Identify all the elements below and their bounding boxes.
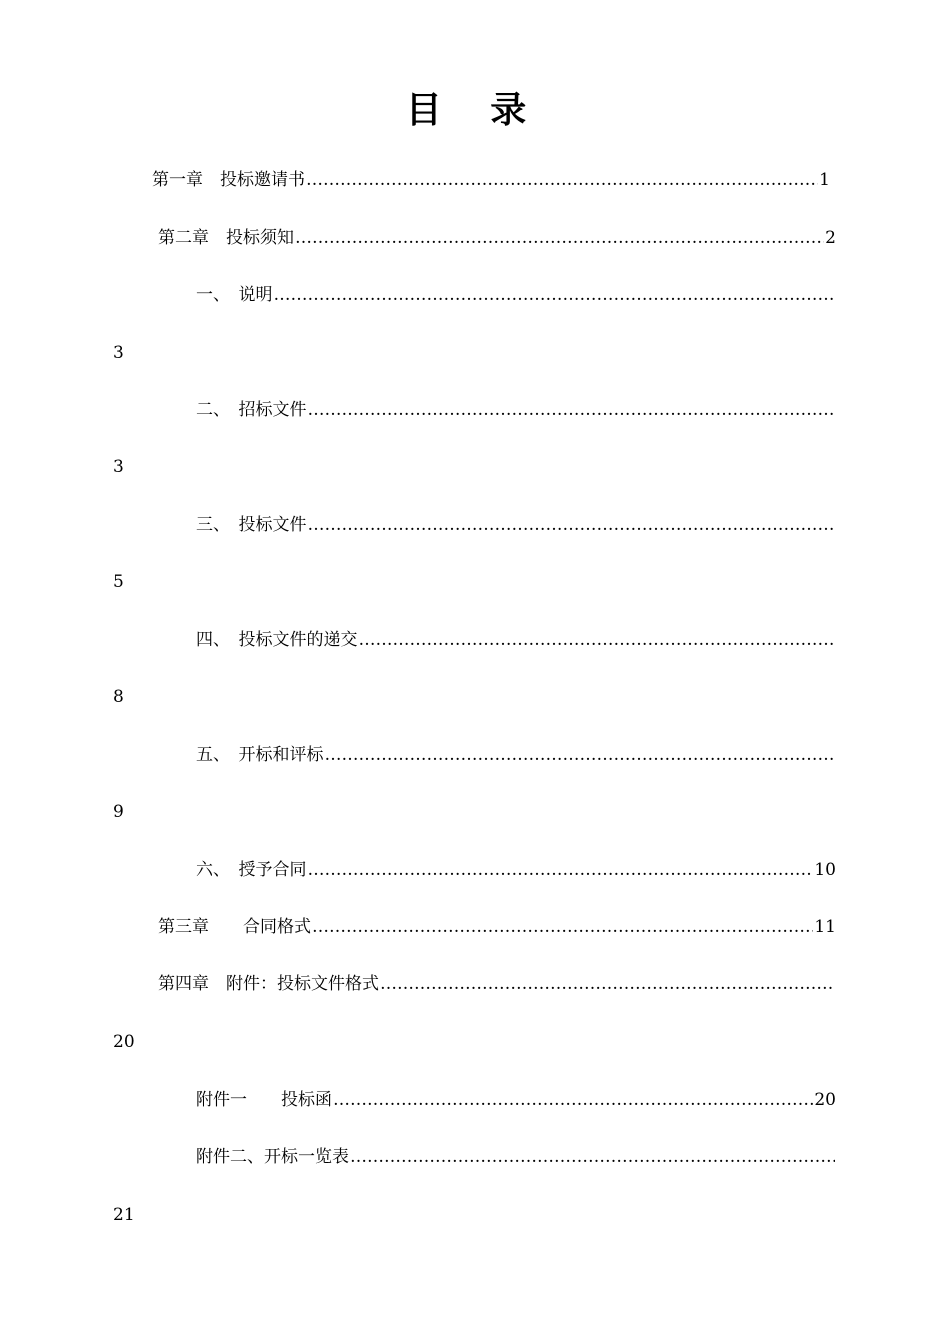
dot-leader bbox=[380, 972, 835, 996]
toc-entry-label: 一、 说明 bbox=[196, 285, 273, 305]
dot-leader bbox=[295, 226, 824, 250]
toc-entry-section-2[interactable] bbox=[196, 398, 836, 422]
dot-leader bbox=[274, 283, 836, 307]
toc-entry-label: 二、 招标文件 bbox=[196, 400, 307, 420]
toc-entry-label: 三、 投标文件 bbox=[196, 515, 307, 535]
dot-leader bbox=[333, 1088, 813, 1112]
toc-entry-label: 附件一 投标函 bbox=[196, 1090, 332, 1110]
toc-entry-section-1[interactable] bbox=[196, 283, 836, 307]
toc-entry-label: 第二章 投标须知 bbox=[158, 228, 294, 248]
toc-entry-chapter-1[interactable] bbox=[152, 168, 830, 192]
toc-entry-label: 六、 授予合同 bbox=[196, 860, 307, 880]
dot-leader bbox=[312, 915, 813, 939]
toc-entry-appendix-2[interactable] bbox=[196, 1145, 836, 1169]
toc-entry-page: 1 bbox=[819, 170, 830, 190]
dot-leader bbox=[306, 168, 818, 192]
toc-entry-section-5[interactable] bbox=[196, 743, 836, 767]
toc-entry-label: 附件二、开标一览表 bbox=[196, 1147, 349, 1167]
dot-leader bbox=[308, 513, 836, 537]
toc-entry-section-3[interactable] bbox=[196, 513, 836, 537]
toc-entry-appendix-1[interactable] bbox=[196, 1088, 836, 1112]
toc-entry-page-wrapped: 3 bbox=[113, 343, 124, 363]
dot-leader bbox=[359, 628, 836, 652]
toc-entry-label: 五、 开标和评标 bbox=[196, 745, 324, 765]
toc-entry-page-wrapped: 5 bbox=[113, 572, 124, 592]
toc-entry-label: 四、 投标文件的递交 bbox=[196, 630, 358, 650]
dot-leader bbox=[308, 398, 836, 422]
toc-entry-page: 10 bbox=[814, 860, 836, 880]
toc-entry-page: 11 bbox=[814, 917, 836, 937]
toc-entry-page-wrapped: 8 bbox=[113, 687, 124, 707]
toc-entry-label: 第一章 投标邀请书 bbox=[152, 170, 305, 190]
toc-entry-section-4[interactable] bbox=[196, 628, 836, 652]
toc-entry-chapter-2[interactable] bbox=[158, 226, 836, 250]
toc-entry-label: 第三章 合同格式 bbox=[158, 917, 311, 937]
toc-entry-chapter-4[interactable] bbox=[158, 972, 836, 996]
dot-leader bbox=[325, 743, 836, 767]
toc-entry-label: 第四章 附件：投标文件格式 bbox=[158, 974, 379, 994]
toc-entry-page-wrapped: 20 bbox=[113, 1032, 135, 1052]
toc-entry-section-6[interactable] bbox=[196, 858, 836, 882]
toc-entry-page-wrapped: 9 bbox=[113, 802, 124, 822]
dot-leader bbox=[350, 1145, 835, 1169]
dot-leader bbox=[308, 858, 814, 882]
toc-entry-page: 20 bbox=[814, 1090, 836, 1110]
toc-entry-page-wrapped: 3 bbox=[113, 457, 124, 477]
page-title: 目 录 bbox=[405, 90, 545, 131]
toc-entry-page: 2 bbox=[825, 228, 836, 248]
toc-entry-page-wrapped: 21 bbox=[113, 1205, 135, 1225]
toc-entry-chapter-3[interactable] bbox=[158, 915, 836, 939]
